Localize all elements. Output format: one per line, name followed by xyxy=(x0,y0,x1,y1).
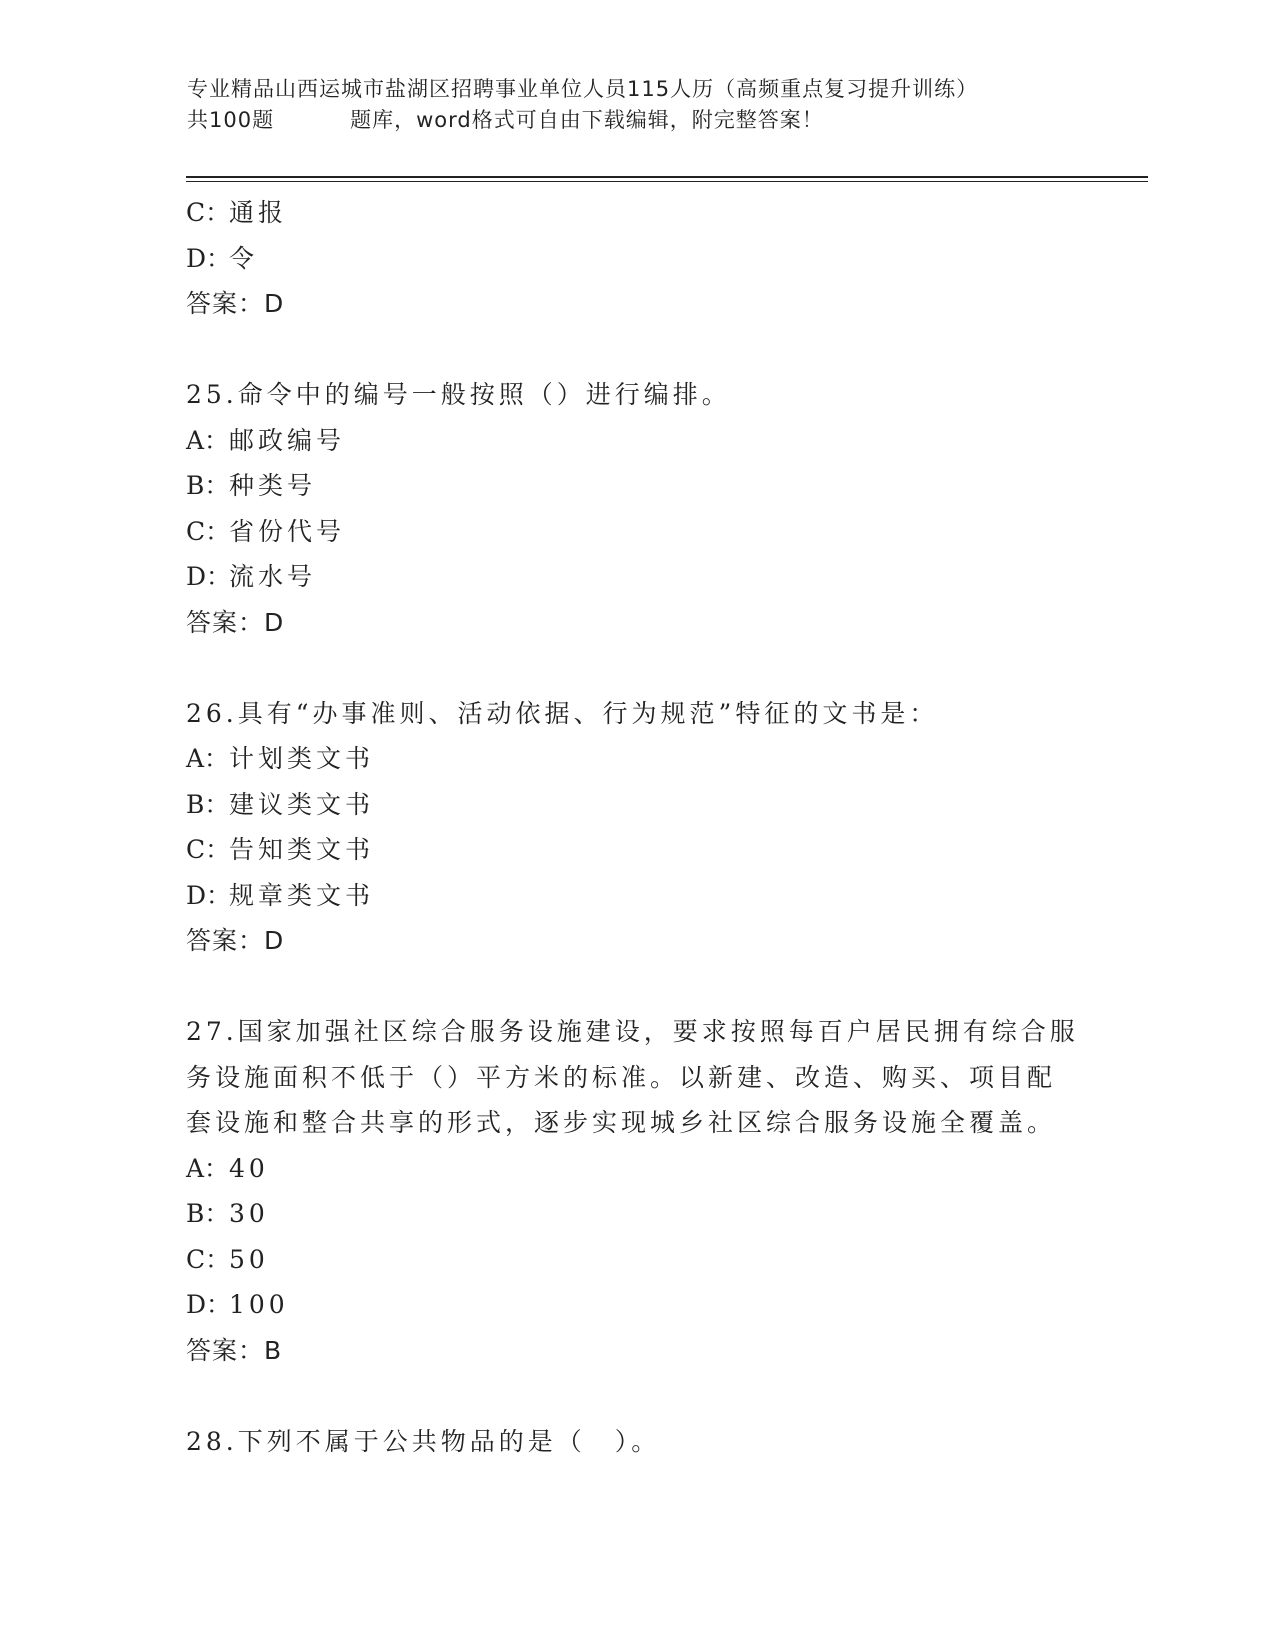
answer-option xyxy=(186,1191,1086,1237)
option-text: 规章类文书 xyxy=(229,880,375,910)
option-text: 令 xyxy=(229,243,259,273)
option-text: 100 xyxy=(229,1290,289,1319)
blank-line xyxy=(186,327,1086,373)
answer-option xyxy=(186,827,1086,873)
option-text: 省份代号 xyxy=(229,516,346,546)
option-label: A： xyxy=(186,744,230,773)
answer-option xyxy=(186,509,1086,555)
option-label: B： xyxy=(186,789,230,819)
option-label: D： xyxy=(186,880,232,910)
header-divider-thick xyxy=(186,176,1148,178)
answer-option xyxy=(186,736,1086,782)
option-label: A： xyxy=(186,425,230,455)
option-text: 流水号 xyxy=(229,562,317,591)
header-title-line: 专业精品山西运城市盐湖区招聘事业单位人员115人历（高频重点复习提升训练） xyxy=(187,77,979,101)
option-text: 种类号 xyxy=(229,471,317,500)
blank-line xyxy=(186,645,1086,691)
option-text: 告知类文书 xyxy=(229,835,375,864)
header-question-count: 共100题 xyxy=(187,108,275,132)
answer-key: 答案：B xyxy=(186,1335,283,1365)
option-text: 50 xyxy=(229,1244,269,1274)
question-text: 26.具有“办事准则、活动依据、行为规范”特征的文书是： xyxy=(186,698,939,728)
answer-key: 答案：D xyxy=(186,607,285,637)
option-text: 邮政编号 xyxy=(229,425,346,455)
answer-option xyxy=(186,782,1086,828)
blank-line xyxy=(186,964,1086,1010)
option-label: C： xyxy=(186,835,231,864)
header-format-note: 题库，word格式可自由下载编辑，附完整答案！ xyxy=(350,108,824,132)
answer-option xyxy=(186,463,1086,509)
option-label: D： xyxy=(186,243,232,273)
option-label: A： xyxy=(186,1153,230,1183)
answer-key: 答案：D xyxy=(186,289,285,318)
header-subtitle-line xyxy=(187,105,1087,136)
option-text: 计划类文书 xyxy=(229,744,375,773)
question-text: 28.下列不属于公共物品的是（ ）。 xyxy=(186,1426,661,1456)
option-text: 30 xyxy=(229,1199,269,1228)
header-divider-thin xyxy=(186,181,1148,182)
answer-option xyxy=(186,190,1086,236)
option-label: D： xyxy=(186,1290,232,1319)
option-text: 40 xyxy=(229,1153,269,1183)
question-text: 27.国家加强社区综合服务设施建设，要求按照每百户居民拥有综合服 xyxy=(186,1017,1079,1046)
option-label: C： xyxy=(186,198,231,227)
question-list xyxy=(186,190,1086,1464)
option-label: C： xyxy=(186,516,231,546)
question-text: 25.命令中的编号一般按照（）进行编排。 xyxy=(186,380,731,409)
answer-option xyxy=(186,236,1086,282)
option-label: B： xyxy=(186,1199,230,1228)
question-text: 务设施面积不低于（）平方米的标准。以新建、改造、购买、项目配 xyxy=(186,1062,1057,1092)
answer-option xyxy=(186,1237,1086,1283)
answer-option xyxy=(186,1146,1086,1192)
option-label: C： xyxy=(186,1244,231,1274)
document-header xyxy=(187,74,1087,136)
blank-line xyxy=(186,1373,1086,1419)
option-label: D： xyxy=(186,562,232,591)
answer-option xyxy=(186,554,1086,600)
answer-option xyxy=(186,418,1086,464)
answer-key: 答案：D xyxy=(186,926,285,955)
option-label: B： xyxy=(186,471,230,500)
question-text: 套设施和整合共享的形式，逐步实现城乡社区综合服务设施全覆盖。 xyxy=(186,1108,1057,1137)
answer-option xyxy=(186,1282,1086,1328)
answer-option xyxy=(186,873,1086,919)
option-text: 通报 xyxy=(229,198,288,227)
option-text: 建议类文书 xyxy=(229,789,375,819)
